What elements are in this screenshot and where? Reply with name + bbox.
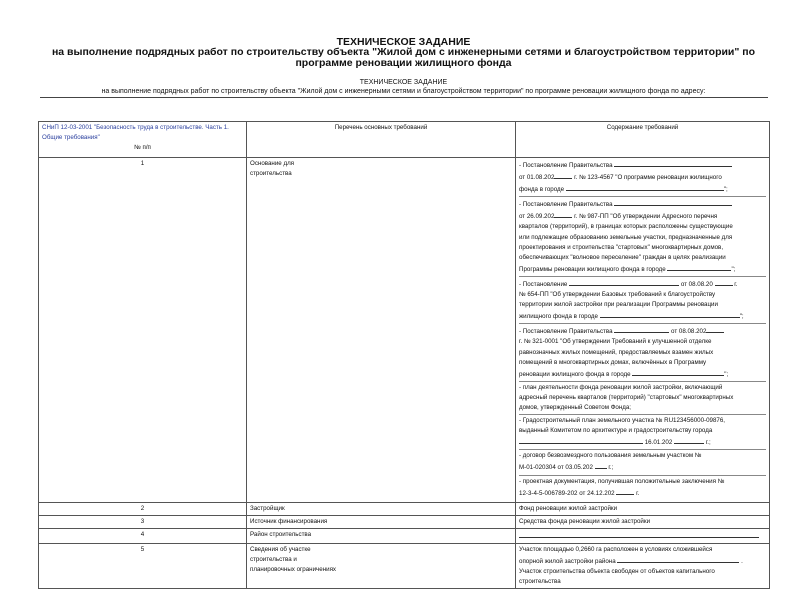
basis-item — [519, 278, 766, 324]
text-fragment: "; — [723, 186, 728, 194]
basis-item — [519, 325, 766, 381]
text-fragment: от 08.08.202 — [671, 328, 707, 336]
label-line: строительства — [250, 170, 292, 178]
text-fragment: от 24.12.202 — [579, 489, 615, 497]
label-line: строительства и — [250, 556, 297, 564]
table-row — [39, 515, 770, 528]
requirements-table — [38, 121, 770, 589]
requirements-list-header: Перечень основных требований — [247, 122, 516, 158]
table-row — [39, 158, 770, 503]
blank-field — [674, 436, 704, 444]
row-label: Источник финансирования — [247, 515, 516, 528]
text-line: проектирования и строительства "стартовых" многоквартирных домов, — [519, 243, 724, 251]
text-fragment: - Постановление Правительства — [519, 162, 613, 169]
text-fragment: - Постановление Правительства — [519, 201, 613, 209]
blank-field — [616, 487, 634, 495]
text-line: Участок площадью 0,2660 га расположен в условиях сложившейся — [519, 546, 713, 553]
basis-item — [519, 198, 766, 277]
label-line: планировочных ограничениях — [250, 566, 337, 574]
small-subtitle: на выполнение подрядных работ по строительству объекта "Жилой дом с инженерными сетями и благоустройством территории" по программе реновации жилищного фонда по адресу: — [101, 88, 706, 95]
text-fragment: г.; — [705, 439, 711, 447]
text-fragment: "; — [731, 265, 736, 273]
text-line: № 654-ПП "Об утверждении Базовых требований к благоустройству — [519, 291, 716, 299]
text-fragment: г. № 987-ПП "Об утверждении Адресного перечня — [574, 213, 718, 221]
text-line: обеспечивающих "волновое переселение" граждан в целях реализации — [519, 253, 726, 261]
row-num: 5 — [39, 544, 247, 589]
table-row — [39, 502, 770, 515]
text-line: - Градостроительный план земельного участка № RU123456000-09876, — [519, 417, 726, 425]
text-fragment: 16.01.202 — [644, 439, 673, 447]
basis-item — [519, 416, 766, 450]
blank-field — [600, 310, 740, 318]
blank-field — [519, 530, 759, 538]
row-label: Район строительства — [247, 528, 516, 543]
document-title: ТЕХНИЧЕСКОЕ ЗАДАНИЕ — [336, 36, 471, 48]
blank-field — [569, 278, 679, 286]
text-fragment: от 26.09.202 — [519, 213, 555, 221]
row-num: 2 — [39, 502, 247, 515]
text-line: помещений в многоквартирных домах, включённых в Программу — [519, 358, 707, 366]
basis-item — [519, 451, 766, 475]
text-line: равнозначных жилых помещений, предоставляемых взамен жилых — [519, 348, 714, 356]
row-label — [247, 158, 516, 503]
text-fragment: г. — [734, 280, 738, 288]
row-num: 1 — [39, 158, 247, 503]
row-label — [247, 544, 516, 589]
blank-field — [554, 210, 572, 218]
text-line: - план деятельности фонда реновации жилой застройки, включающий — [519, 383, 723, 391]
text-fragment: г. № 123-4567 "О программе реновации жилищного — [574, 174, 722, 182]
snip-reference: СНиП 12-03-2001 "Безопасность труда в строительстве. Часть 1. Общие требования" — [42, 124, 229, 142]
text-line: или подлежащие образованию земельные участки, предназначенные для — [519, 233, 733, 241]
row-content — [516, 158, 770, 503]
label-line: Основание для — [250, 160, 295, 167]
text-line: строительства — [519, 578, 561, 586]
text-fragment: реновации жилищного фонда в городе — [519, 370, 631, 378]
text-line: Участок строительства объекта свободен от объектов капитального — [519, 568, 715, 576]
text-fragment: г. — [636, 489, 640, 497]
text-fragment: - Постановление Правительства — [519, 328, 613, 336]
text-line: адресный перечень кварталов (территорий) "стартовых" многоквартирных — [519, 393, 734, 401]
header-rule — [40, 97, 768, 98]
row-num: 4 — [39, 528, 247, 543]
table-header-row — [39, 122, 770, 158]
text-fragment: 12-3-4-5-006789-202 — [519, 489, 578, 497]
basis-item — [519, 383, 766, 415]
label-line: Сведения об участке — [250, 546, 311, 553]
text-fragment: . — [741, 558, 743, 566]
text-line: выданный Комитетом по архитектуре и градостроительству города — [519, 427, 713, 435]
text-line: кварталов (территорий), в границах которых расположены существующие — [519, 223, 733, 231]
text-line: - договор безвозмездного пользования земельным участком № — [519, 452, 702, 460]
text-fragment: - Постановление — [519, 280, 568, 288]
blank-field — [566, 183, 724, 191]
text-fragment: жилищного фонда в городе — [519, 313, 598, 321]
text-fragment: М-01-020304 от 03.05.202 — [519, 464, 593, 472]
requirements-content-header: Содержание требований — [516, 122, 770, 158]
row-content — [516, 544, 770, 589]
blank-field — [617, 555, 739, 563]
num-header: № п/п — [134, 144, 151, 152]
row-label: Застройщик — [247, 502, 516, 515]
header-cell-num — [39, 122, 247, 158]
blank-field — [614, 325, 669, 333]
text-line: г. № 321-0001 "Об утверждении Требований к улучшенной отделке — [519, 338, 712, 346]
text-fragment: фонда в городе — [519, 186, 565, 194]
text-fragment: от 01.08.202 — [519, 174, 555, 182]
text-fragment: "; — [739, 313, 744, 321]
basis-item — [519, 159, 766, 197]
text-line: домов, утвержденный Советом Фонда; — [519, 403, 632, 411]
document-subtitle: на выполнение подрядных работ по строительству объекта "Жилой дом с инженерными сетями и благоустройством территории" по программе реновации жилищного фонда — [51, 46, 756, 69]
small-title: ТЕХНИЧЕСКОЕ ЗАДАНИЕ — [359, 79, 448, 86]
blank-field — [554, 171, 572, 179]
blank-field — [519, 436, 643, 444]
text-fragment: от 08.08.20 — [680, 280, 713, 288]
text-fragment: "; — [724, 370, 729, 378]
text-line: - проектная документация, получившая положительные заключения № — [519, 477, 725, 485]
row-content — [516, 528, 770, 543]
row-content: Фонд реновации жилой застройки — [516, 502, 770, 515]
table-row — [39, 528, 770, 543]
blank-field — [667, 263, 731, 271]
table-row — [39, 544, 770, 589]
text-line: территории жилой застройки при реализации Программы реновации — [519, 301, 718, 309]
blank-field — [614, 198, 732, 206]
blank-field — [706, 325, 724, 333]
basis-item — [519, 477, 766, 500]
row-num: 3 — [39, 515, 247, 528]
blank-field — [614, 159, 732, 167]
text-fragment: г.; — [608, 464, 614, 472]
row-content: Средства фонда реновации жилой застройки — [516, 515, 770, 528]
text-fragment: опорной жилой застройки района — [519, 558, 616, 566]
blank-field — [715, 278, 733, 286]
blank-field — [595, 461, 607, 469]
text-fragment: Программы реновации жилищного фонда в городе — [519, 265, 666, 273]
blank-field — [632, 368, 724, 376]
